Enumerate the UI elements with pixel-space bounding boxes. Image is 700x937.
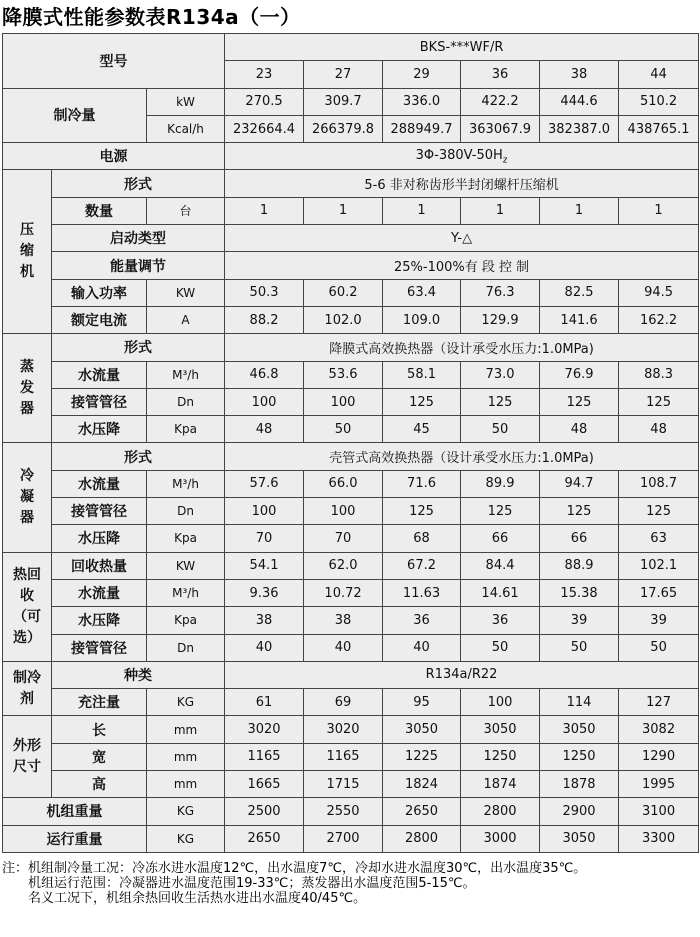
unit-cell: Kpa <box>147 525 225 552</box>
value-cell: 57.6 <box>225 470 304 497</box>
table-row <box>3 416 699 443</box>
value-cell: 1 <box>619 197 699 224</box>
unit-cell: A <box>147 306 225 333</box>
unit-cell: M³/h <box>147 470 225 497</box>
value-cell: 125 <box>461 498 540 525</box>
value-cell: 2550 <box>304 798 383 825</box>
value-cell: 66 <box>540 525 619 552</box>
value-cell: 422.2 <box>461 88 540 115</box>
table-row <box>3 825 699 852</box>
dimensions-group-label: 外形尺寸 <box>3 716 52 798</box>
table-row <box>3 689 699 716</box>
value-cell: 382387.0 <box>540 115 619 142</box>
value-cell: 102.0 <box>304 306 383 333</box>
value-cell: 50 <box>461 416 540 443</box>
row-label: 形式 <box>52 170 225 197</box>
power-supply-label: 电源 <box>3 143 225 170</box>
value-cell: 39 <box>619 607 699 634</box>
value-cell: 95 <box>383 689 461 716</box>
value-cell: 114 <box>540 689 619 716</box>
value-cell: 1290 <box>619 743 699 770</box>
value-cell: 66 <box>461 525 540 552</box>
value-cell: 94.7 <box>540 470 619 497</box>
value-cell: 71.6 <box>383 470 461 497</box>
unit-cell: kW <box>147 88 225 115</box>
value-cell: 54.1 <box>225 552 304 579</box>
value-cell: 2650 <box>383 798 461 825</box>
value-cell: 162.2 <box>619 306 699 333</box>
value-cell: 36 <box>383 607 461 634</box>
value-cell: 1 <box>540 197 619 224</box>
unit-cell: M³/h <box>147 361 225 388</box>
value-cell: 38 <box>225 607 304 634</box>
value-cell: 2700 <box>304 825 383 852</box>
value-cell: 48 <box>619 416 699 443</box>
span-value: Y-△ <box>225 225 699 252</box>
value-cell: 444.6 <box>540 88 619 115</box>
value-cell: 1165 <box>304 743 383 770</box>
value-cell: 48 <box>225 416 304 443</box>
table-row <box>3 197 699 224</box>
row-label: 回收热量 <box>52 552 147 579</box>
value-cell: 58.1 <box>383 361 461 388</box>
value-cell: 336.0 <box>383 88 461 115</box>
value-cell: 1250 <box>540 743 619 770</box>
value-cell: 141.6 <box>540 306 619 333</box>
table-row <box>3 361 699 388</box>
note-line: 名义工况下，机组余热回收生活热水进出水温度40/45℃。 <box>28 891 367 906</box>
value-cell: 108.7 <box>619 470 699 497</box>
value-cell: 309.7 <box>304 88 383 115</box>
row-label: 水流量 <box>52 470 147 497</box>
value-cell: 3300 <box>619 825 699 852</box>
value-cell: 270.5 <box>225 88 304 115</box>
row-label: 水压降 <box>52 525 147 552</box>
unit-cell: 台 <box>147 197 225 224</box>
value-cell: 125 <box>619 388 699 415</box>
value-cell: 82.5 <box>540 279 619 306</box>
unit-cell: mm <box>147 743 225 770</box>
model-label: 型号 <box>3 34 225 89</box>
row-label: 额定电流 <box>52 306 147 333</box>
table-row <box>3 716 699 743</box>
value-cell: 2800 <box>461 798 540 825</box>
row-label: 形式 <box>52 334 225 361</box>
value-cell: 1 <box>383 197 461 224</box>
value-cell: 125 <box>540 498 619 525</box>
table-row <box>3 552 699 579</box>
value-cell: 50 <box>304 416 383 443</box>
row-label: 水流量 <box>52 361 147 388</box>
value-cell: 50 <box>540 634 619 661</box>
heat-recovery-group-label: 热回收（可选） <box>3 552 52 661</box>
value-cell: 1665 <box>225 771 304 798</box>
row-label: 水压降 <box>52 416 147 443</box>
notes <box>2 861 698 906</box>
unit-cell: KW <box>147 279 225 306</box>
value-cell: 3050 <box>461 716 540 743</box>
row-label: 水压降 <box>52 607 147 634</box>
value-cell: 1878 <box>540 771 619 798</box>
unit-cell: mm <box>147 771 225 798</box>
model-cell: 27 <box>304 61 383 88</box>
table-row <box>3 634 699 661</box>
unit-cell: M³/h <box>147 579 225 606</box>
evaporator-group-label: 蒸发器 <box>3 334 52 443</box>
row-label: 接管管径 <box>52 498 147 525</box>
value-cell: 46.8 <box>225 361 304 388</box>
table-row <box>3 771 699 798</box>
value-cell: 89.9 <box>461 470 540 497</box>
value-cell: 94.5 <box>619 279 699 306</box>
value-cell: 3000 <box>461 825 540 852</box>
value-cell: 60.2 <box>304 279 383 306</box>
spec-table <box>2 33 699 853</box>
value-cell: 61 <box>225 689 304 716</box>
value-cell: 66.0 <box>304 470 383 497</box>
value-cell: 125 <box>619 498 699 525</box>
row-label: 运行重量 <box>3 825 147 852</box>
value-cell: 1 <box>225 197 304 224</box>
table-row <box>3 525 699 552</box>
span-value: 壳管式高效换热器（设计承受水压力:1.0MPa) <box>225 443 699 470</box>
value-cell: 288949.7 <box>383 115 461 142</box>
unit-cell: Dn <box>147 388 225 415</box>
value-cell: 69 <box>304 689 383 716</box>
row-label: 能量调节 <box>52 252 225 279</box>
value-cell: 53.6 <box>304 361 383 388</box>
unit-cell: KG <box>147 825 225 852</box>
value-cell: 2900 <box>540 798 619 825</box>
table-row <box>3 470 699 497</box>
table-row <box>3 607 699 634</box>
table-row <box>3 388 699 415</box>
value-cell: 10.72 <box>304 579 383 606</box>
value-cell: 67.2 <box>383 552 461 579</box>
value-cell: 102.1 <box>619 552 699 579</box>
value-cell: 40 <box>304 634 383 661</box>
model-cell: 36 <box>461 61 540 88</box>
value-cell: 3020 <box>304 716 383 743</box>
value-cell: 1 <box>461 197 540 224</box>
table-row <box>3 88 699 115</box>
table-row <box>3 661 699 688</box>
value-cell: 70 <box>225 525 304 552</box>
value-cell: 1824 <box>383 771 461 798</box>
table-row <box>3 170 699 197</box>
value-cell: 70 <box>304 525 383 552</box>
value-cell: 125 <box>461 388 540 415</box>
power-supply-value: $3\Phi-380V-50H_z$ <box>225 143 699 170</box>
value-cell: 3100 <box>619 798 699 825</box>
value-cell: 127 <box>619 689 699 716</box>
cooling-label: 制冷量 <box>3 88 147 143</box>
row-label: 充注量 <box>52 689 147 716</box>
value-cell: 2650 <box>225 825 304 852</box>
value-cell: 3050 <box>540 825 619 852</box>
value-cell: 39 <box>540 607 619 634</box>
value-cell: 15.38 <box>540 579 619 606</box>
value-cell: 125 <box>383 388 461 415</box>
note-line: 注：机组制冷量工况：冷冻水进水温度12℃，出水温度7℃，冷却水进水温度30℃，出水温度35℃。 <box>2 861 587 876</box>
unit-cell: Kcal/h <box>147 115 225 142</box>
value-cell: 3050 <box>383 716 461 743</box>
value-cell: 50.3 <box>225 279 304 306</box>
span-value: 降膜式高效换热器（设计承受水压力:1.0MPa) <box>225 334 699 361</box>
value-cell: 1874 <box>461 771 540 798</box>
value-cell: 11.63 <box>383 579 461 606</box>
unit-cell: KG <box>147 798 225 825</box>
table-row <box>3 252 699 279</box>
note-line: 机组运行范围：冷凝器进水温度范围19-33℃；蒸发器出水温度范围5-15℃。 <box>28 876 476 891</box>
unit-cell: KG <box>147 689 225 716</box>
value-cell: 100 <box>304 498 383 525</box>
table-row <box>3 443 699 470</box>
span-value: R134a/R22 <box>225 661 699 688</box>
model-cell: 29 <box>383 61 461 88</box>
series-name: BKS-***WF/R <box>225 34 699 61</box>
row-label: 长 <box>52 716 147 743</box>
unit-cell: mm <box>147 716 225 743</box>
value-cell: 1165 <box>225 743 304 770</box>
value-cell: 125 <box>383 498 461 525</box>
unit-cell: Kpa <box>147 416 225 443</box>
table-row <box>3 334 699 361</box>
value-cell: 38 <box>304 607 383 634</box>
value-cell: 100 <box>225 388 304 415</box>
value-cell: 438765.1 <box>619 115 699 142</box>
value-cell: 48 <box>540 416 619 443</box>
table-row <box>3 743 699 770</box>
row-label: 形式 <box>52 443 225 470</box>
value-cell: 40 <box>383 634 461 661</box>
compressor-group-label: 压缩机 <box>3 170 52 334</box>
model-cell: 44 <box>619 61 699 88</box>
value-cell: 63.4 <box>383 279 461 306</box>
value-cell: 45 <box>383 416 461 443</box>
value-cell: 14.61 <box>461 579 540 606</box>
value-cell: 3020 <box>225 716 304 743</box>
row-label: 接管管径 <box>52 634 147 661</box>
row-label: 水流量 <box>52 579 147 606</box>
unit-cell: Kpa <box>147 607 225 634</box>
value-cell: 76.3 <box>461 279 540 306</box>
model-cell: 23 <box>225 61 304 88</box>
model-cell: 38 <box>540 61 619 88</box>
value-cell: 2500 <box>225 798 304 825</box>
value-cell: 1225 <box>383 743 461 770</box>
table-row <box>3 798 699 825</box>
table-row <box>3 306 699 333</box>
value-cell: 73.0 <box>461 361 540 388</box>
row-label: 宽 <box>52 743 147 770</box>
value-cell: 266379.8 <box>304 115 383 142</box>
row-label: 接管管径 <box>52 388 147 415</box>
value-cell: 100 <box>225 498 304 525</box>
value-cell: 76.9 <box>540 361 619 388</box>
value-cell: 2800 <box>383 825 461 852</box>
value-cell: 17.65 <box>619 579 699 606</box>
span-value: 25%-100%有 段 控 制 <box>225 252 699 279</box>
value-cell: 50 <box>619 634 699 661</box>
value-cell: 50 <box>461 634 540 661</box>
value-cell: 109.0 <box>383 306 461 333</box>
value-cell: 40 <box>225 634 304 661</box>
condenser-group-label: 冷凝器 <box>3 443 52 552</box>
table-row <box>3 143 699 170</box>
value-cell: 1715 <box>304 771 383 798</box>
value-cell: 363067.9 <box>461 115 540 142</box>
value-cell: 1995 <box>619 771 699 798</box>
value-cell: 129.9 <box>461 306 540 333</box>
row-label: 种类 <box>52 661 225 688</box>
row-label: 高 <box>52 771 147 798</box>
value-cell: 232664.4 <box>225 115 304 142</box>
value-cell: 510.2 <box>619 88 699 115</box>
row-label: 输入功率 <box>52 279 147 306</box>
value-cell: 88.9 <box>540 552 619 579</box>
value-cell: 125 <box>540 388 619 415</box>
value-cell: 100 <box>461 689 540 716</box>
value-cell: 9.36 <box>225 579 304 606</box>
table-row <box>3 498 699 525</box>
value-cell: 1250 <box>461 743 540 770</box>
table-row <box>3 579 699 606</box>
value-cell: 1 <box>304 197 383 224</box>
value-cell: 36 <box>461 607 540 634</box>
value-cell: 84.4 <box>461 552 540 579</box>
value-cell: 88.3 <box>619 361 699 388</box>
value-cell: 88.2 <box>225 306 304 333</box>
row-label: 机组重量 <box>3 798 147 825</box>
page-title: 降膜式性能参数表R134a（一） <box>2 5 301 29</box>
row-label: 启动类型 <box>52 225 225 252</box>
table-row <box>3 279 699 306</box>
unit-cell: KW <box>147 552 225 579</box>
table-row <box>3 34 699 61</box>
row-label: 数量 <box>52 197 147 224</box>
refrigerant-group-label: 制冷剂 <box>3 661 52 716</box>
value-cell: 63 <box>619 525 699 552</box>
value-cell: 3050 <box>540 716 619 743</box>
value-cell: 100 <box>304 388 383 415</box>
value-cell: 68 <box>383 525 461 552</box>
value-cell: 3082 <box>619 716 699 743</box>
span-value: 5-6 非对称齿形半封闭螺杆压缩机 <box>225 170 699 197</box>
unit-cell: Dn <box>147 498 225 525</box>
table-row <box>3 225 699 252</box>
unit-cell: Dn <box>147 634 225 661</box>
value-cell: 62.0 <box>304 552 383 579</box>
